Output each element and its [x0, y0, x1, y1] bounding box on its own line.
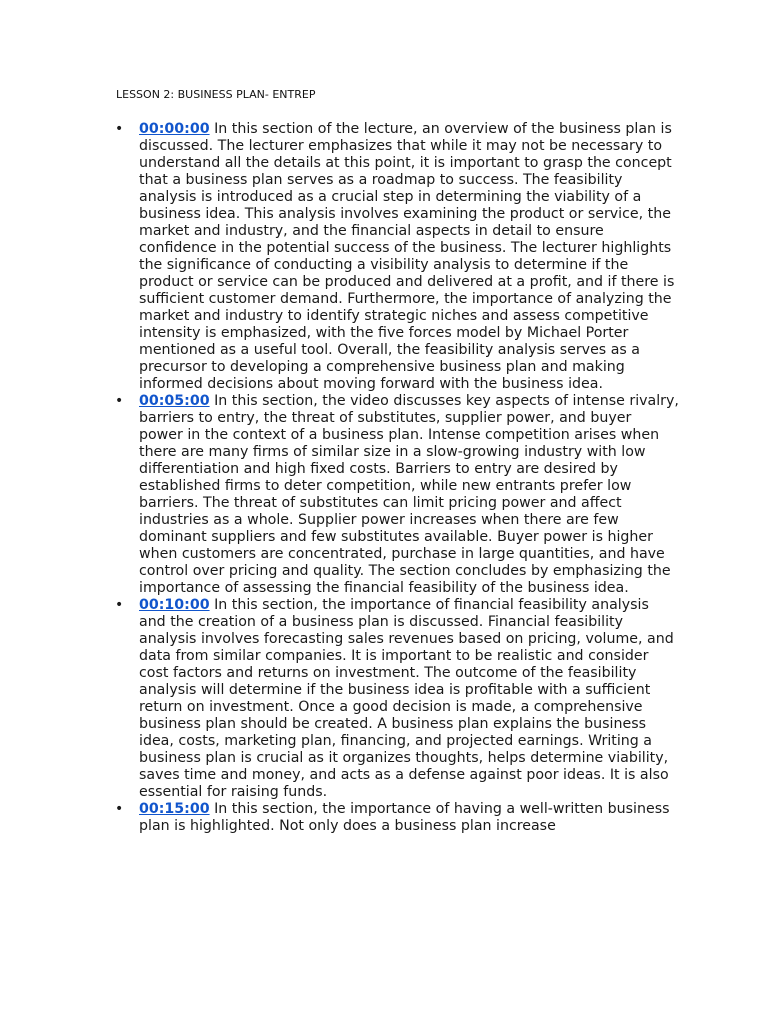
list-item — [115, 121, 679, 393]
timestamp-link[interactable]: 00:05:00 — [139, 393, 210, 409]
bullet-icon: • — [115, 597, 124, 613]
section-text: In this section, the importance of financial feasibility analysis and the creation of a business plan is discussed. Financial feasibility analysis involves forecasting sales revenues based on pricing, volume, and data from similar companies. It is important to be realistic and consider cost factors and returns on investment. The outcome of the feasibility analysis will determine if the business idea is profitable with a sufficient return on investment. Once a good decision is made, a comprehensive business plan should be created. A business plan explains the business idea, costs, marketing plan, financing, and projected earnings. Writing a business plan is crucial as it organizes thoughts, helps determine viability, saves time and money, and acts as a defense against poor ideas. It is also essential for raising funds. — [139, 597, 674, 800]
section-text: In this section, the importance of having a well-written business plan is highlighted. Not only does a business plan increase — [139, 801, 670, 834]
list-item — [115, 801, 679, 835]
bullet-icon: • — [115, 121, 124, 137]
document-title: LESSON 2: BUSINESS PLAN- ENTREP — [116, 88, 316, 101]
list-item — [115, 597, 679, 801]
timestamp-link[interactable]: 00:15:00 — [139, 801, 210, 817]
section-text: In this section, the video discusses key aspects of intense rivalry, barriers to entry, the threat of substitutes, supplier power, and buyer power in the context of a business plan. Intense competition arises when there are many firms of similar size in a slow-growing industry with low differentiation and high fixed costs. Barriers to entry are desired by established firms to deter competition, while new entrants prefer low barriers. The threat of substitutes can limit pricing power and affect industries as a whole. Supplier power increases when there are few dominant suppliers and few substitutes available. Buyer power is higher when customers are concentrated, purchase in large quantities, and have control over pricing and quality. The section concludes by emphasizing the importance of assessing the financial feasibility of the business idea. — [139, 393, 679, 596]
section-list — [115, 121, 679, 835]
timestamp-link[interactable]: 00:00:00 — [139, 121, 210, 137]
section-text: In this section of the lecture, an overview of the business plan is discussed. The lecturer emphasizes that while it may not be necessary to understand all the details at this point, it is important to grasp the concept that a business plan serves as a roadmap to success. The feasibility analysis is introduced as a crucial step in determining the viability of a business idea. This analysis involves examining the product or service, the market and industry, and the financial aspects in detail to ensure confidence in the potential success of the business. The lecturer highlights the significance of conducting a visibility analysis to determine if the product or service can be produced and delivered at a profit, and if there is sufficient customer demand. Furthermore, the importance of analyzing the market and industry to identify strategic niches and assess competitive intensity is emphasized, with the five forces model by Michael Porter mentioned as a useful tool. Overall, the feasibility analysis serves as a precursor to developing a comprehensive business plan and making informed decisions about moving forward with the business idea. — [139, 121, 675, 392]
list-item — [115, 393, 679, 597]
bullet-icon: • — [115, 801, 124, 817]
bullet-icon: • — [115, 393, 124, 409]
timestamp-link[interactable]: 00:10:00 — [139, 597, 210, 613]
